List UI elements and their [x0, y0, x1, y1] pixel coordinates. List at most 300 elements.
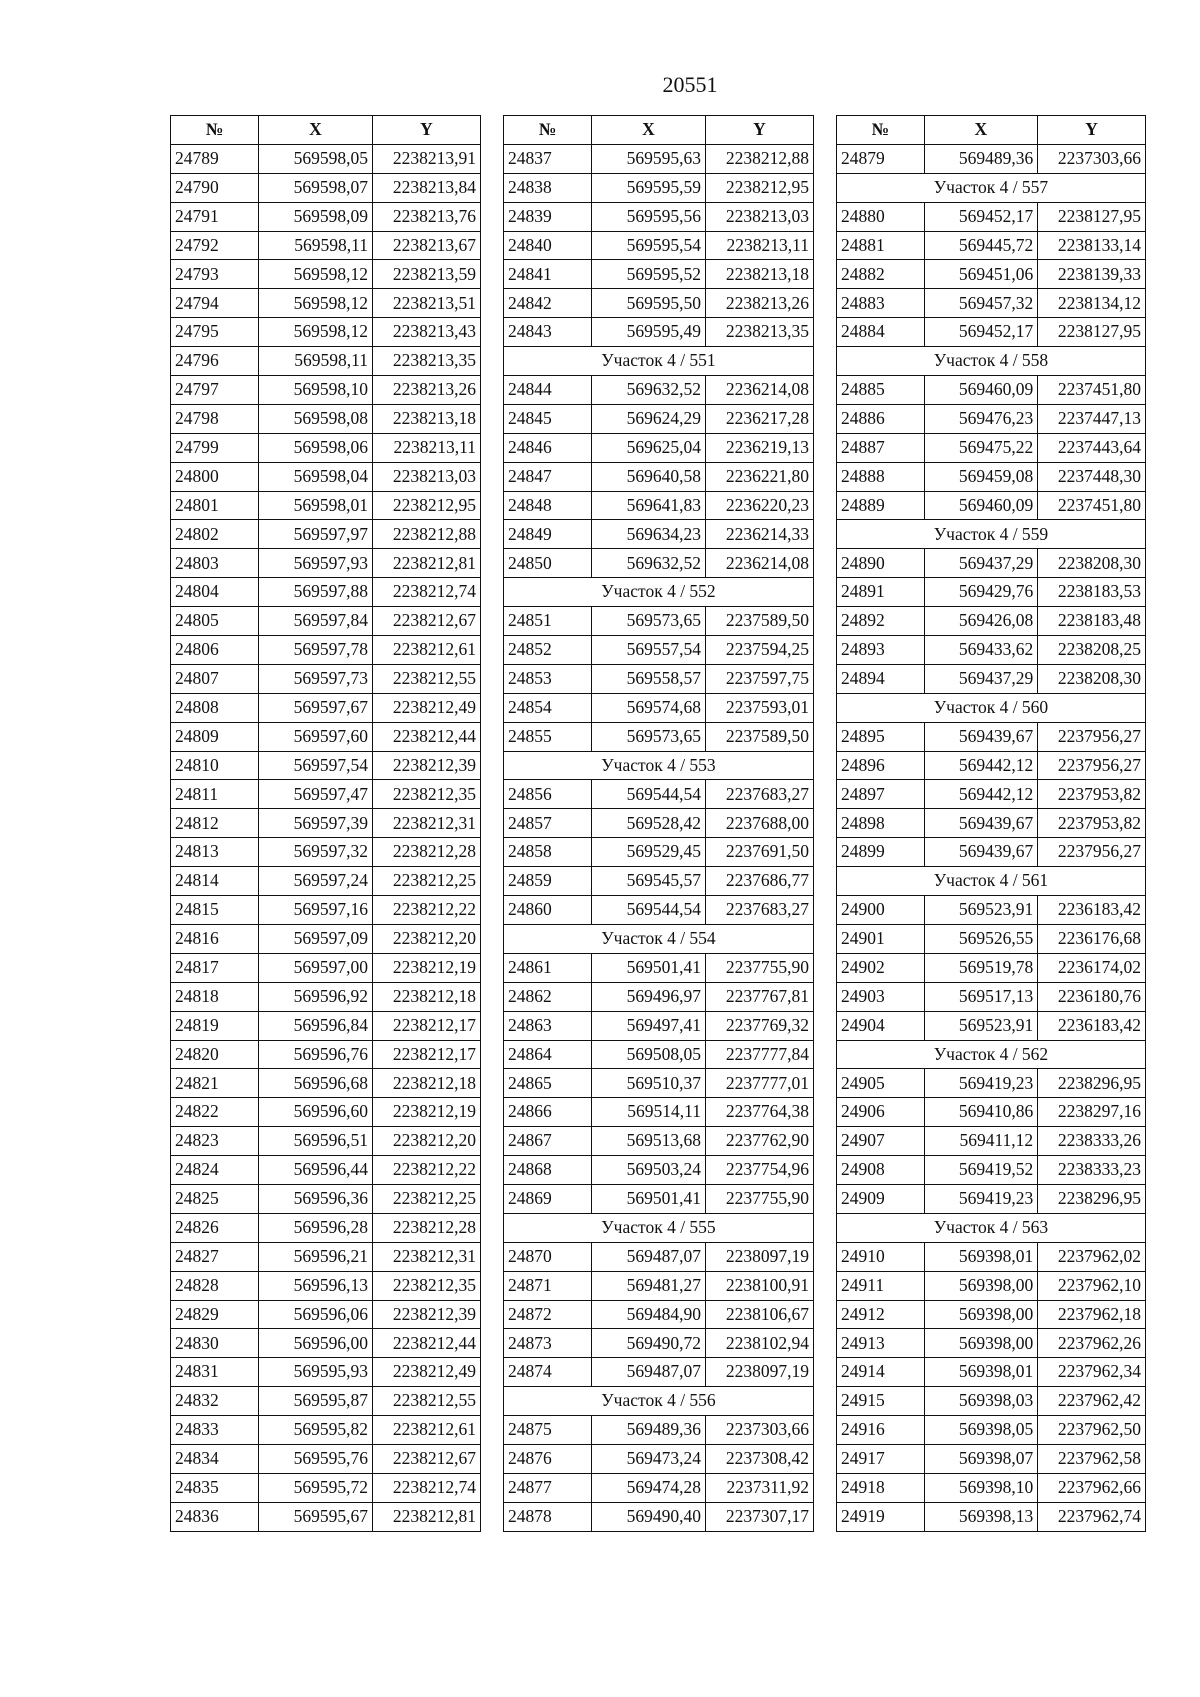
point-number: 24909 [837, 1184, 925, 1213]
x-coordinate: 569545,57 [592, 867, 706, 896]
x-coordinate: 569597,84 [259, 607, 373, 636]
point-number: 24857 [504, 809, 592, 838]
y-coordinate: 2238212,67 [373, 1444, 481, 1473]
y-coordinate: 2238212,88 [706, 144, 814, 173]
table-row [837, 1473, 1146, 1502]
table-row [504, 1473, 814, 1502]
point-number: 24820 [171, 1040, 259, 1069]
x-coordinate: 569598,04 [259, 462, 373, 491]
x-coordinate: 569598,12 [259, 289, 373, 318]
y-coordinate: 2237307,17 [706, 1502, 814, 1531]
y-coordinate: 2238213,26 [706, 289, 814, 318]
table-row [171, 1387, 481, 1416]
point-number: 24795 [171, 318, 259, 347]
point-number: 24862 [504, 982, 592, 1011]
table-row [171, 664, 481, 693]
point-number: 24881 [837, 231, 925, 260]
table-row [171, 896, 481, 925]
table-row [171, 491, 481, 520]
y-coordinate: 2238212,28 [373, 838, 481, 867]
table-row [504, 1416, 814, 1445]
table-row [837, 1156, 1146, 1185]
table-row [837, 1127, 1146, 1156]
table-row [171, 982, 481, 1011]
y-coordinate: 2237962,18 [1038, 1300, 1146, 1329]
y-coordinate: 2237962,02 [1038, 1242, 1146, 1271]
table-row [837, 664, 1146, 693]
point-number: 24860 [504, 896, 592, 925]
x-coordinate: 569596,36 [259, 1184, 373, 1213]
x-coordinate: 569624,29 [592, 404, 706, 433]
point-number: 24908 [837, 1156, 925, 1185]
y-coordinate: 2237683,27 [706, 780, 814, 809]
point-number: 24807 [171, 664, 259, 693]
point-number: 24809 [171, 722, 259, 751]
y-coordinate: 2238212,25 [373, 867, 481, 896]
y-coordinate: 2238212,20 [373, 924, 481, 953]
table-row [171, 838, 481, 867]
point-number: 24799 [171, 433, 259, 462]
y-coordinate: 2237308,42 [706, 1444, 814, 1473]
table-row [837, 318, 1146, 347]
section-title: Участок 4 / 563 [837, 1213, 1146, 1242]
table-row [171, 1213, 481, 1242]
x-coordinate: 569544,54 [592, 780, 706, 809]
point-number: 24848 [504, 491, 592, 520]
x-coordinate: 569398,13 [924, 1502, 1038, 1531]
table-row [171, 607, 481, 636]
y-coordinate: 2238212,28 [373, 1213, 481, 1242]
section-title: Участок 4 / 555 [504, 1213, 814, 1242]
point-number: 24853 [504, 664, 592, 693]
y-coordinate: 2238212,67 [373, 607, 481, 636]
y-coordinate: 2238106,67 [706, 1300, 814, 1329]
point-number: 24828 [171, 1271, 259, 1300]
point-number: 24840 [504, 231, 592, 260]
table-row [504, 289, 814, 318]
table-row [171, 404, 481, 433]
x-coordinate: 569595,59 [592, 173, 706, 202]
point-number: 24916 [837, 1416, 925, 1445]
table-row [504, 809, 814, 838]
point-number: 24913 [837, 1329, 925, 1358]
x-coordinate: 569598,07 [259, 173, 373, 202]
y-coordinate: 2236217,28 [706, 404, 814, 433]
section-title: Участок 4 / 562 [837, 1040, 1146, 1069]
section-title: Участок 4 / 558 [837, 347, 1146, 376]
x-coordinate: 569595,49 [592, 318, 706, 347]
x-coordinate: 569452,17 [924, 318, 1038, 347]
point-number: 24884 [837, 318, 925, 347]
y-coordinate: 2238212,39 [373, 751, 481, 780]
point-number: 24889 [837, 491, 925, 520]
x-coordinate: 569517,13 [924, 982, 1038, 1011]
y-coordinate: 2237762,90 [706, 1127, 814, 1156]
x-coordinate: 569573,65 [592, 722, 706, 751]
x-coordinate: 569433,62 [924, 636, 1038, 665]
point-number: 24899 [837, 838, 925, 867]
section-row [837, 1040, 1146, 1069]
x-coordinate: 569514,11 [592, 1098, 706, 1127]
x-coordinate: 569442,12 [924, 751, 1038, 780]
x-coordinate: 569596,92 [259, 982, 373, 1011]
x-coordinate: 569489,36 [924, 144, 1038, 173]
x-coordinate: 569595,63 [592, 144, 706, 173]
table-row [504, 549, 814, 578]
table-row [837, 924, 1146, 953]
y-coordinate: 2238297,16 [1038, 1098, 1146, 1127]
table-row [171, 173, 481, 202]
x-coordinate: 569597,97 [259, 520, 373, 549]
x-coordinate: 569598,06 [259, 433, 373, 462]
table-row [171, 1416, 481, 1445]
x-coordinate: 569475,22 [924, 433, 1038, 462]
point-number: 24808 [171, 693, 259, 722]
y-coordinate: 2237754,96 [706, 1156, 814, 1185]
table-row [837, 1502, 1146, 1531]
x-coordinate: 569596,51 [259, 1127, 373, 1156]
point-number: 24870 [504, 1242, 592, 1271]
point-number: 24832 [171, 1387, 259, 1416]
y-coordinate: 2237962,66 [1038, 1473, 1146, 1502]
point-number: 24802 [171, 520, 259, 549]
x-coordinate: 569595,82 [259, 1416, 373, 1445]
y-coordinate: 2238213,84 [373, 173, 481, 202]
table-row [837, 578, 1146, 607]
table-row [837, 1271, 1146, 1300]
y-coordinate: 2237451,80 [1038, 491, 1146, 520]
y-coordinate: 2238213,67 [373, 231, 481, 260]
table-row [171, 722, 481, 751]
y-coordinate: 2238213,76 [373, 202, 481, 231]
x-coordinate: 569437,29 [924, 664, 1038, 693]
table-row [837, 202, 1146, 231]
point-number: 24856 [504, 780, 592, 809]
table-row [504, 1300, 814, 1329]
point-number: 24810 [171, 751, 259, 780]
y-coordinate: 2238212,61 [373, 1416, 481, 1445]
point-number: 24791 [171, 202, 259, 231]
y-coordinate: 2237589,50 [706, 607, 814, 636]
section-row [837, 347, 1146, 376]
x-coordinate: 569398,03 [924, 1387, 1038, 1416]
x-coordinate: 569526,55 [924, 924, 1038, 953]
table-row [504, 260, 814, 289]
x-coordinate: 569508,05 [592, 1040, 706, 1069]
y-coordinate: 2237962,10 [1038, 1271, 1146, 1300]
table-row [837, 982, 1146, 1011]
table-row [504, 780, 814, 809]
table-row [504, 376, 814, 405]
x-coordinate: 569597,88 [259, 578, 373, 607]
x-coordinate: 569596,13 [259, 1271, 373, 1300]
x-coordinate: 569489,36 [592, 1416, 706, 1445]
table-row [837, 1387, 1146, 1416]
table-row [171, 867, 481, 896]
x-coordinate: 569595,76 [259, 1444, 373, 1473]
point-number: 24896 [837, 751, 925, 780]
table-row [171, 780, 481, 809]
y-coordinate: 2237303,66 [1038, 144, 1146, 173]
point-number: 24869 [504, 1184, 592, 1213]
x-coordinate: 569490,40 [592, 1502, 706, 1531]
x-coordinate: 569597,54 [259, 751, 373, 780]
table-row [171, 953, 481, 982]
table-row [171, 1098, 481, 1127]
x-coordinate: 569597,32 [259, 838, 373, 867]
y-coordinate: 2237953,82 [1038, 780, 1146, 809]
y-coordinate: 2238100,91 [706, 1271, 814, 1300]
y-coordinate: 2237962,50 [1038, 1416, 1146, 1445]
point-number: 24910 [837, 1242, 925, 1271]
x-coordinate: 569574,68 [592, 693, 706, 722]
x-coordinate: 569437,29 [924, 549, 1038, 578]
y-coordinate: 2237755,90 [706, 1184, 814, 1213]
x-coordinate: 569410,86 [924, 1098, 1038, 1127]
number-header: № [837, 116, 925, 145]
y-coordinate: 2236220,23 [706, 491, 814, 520]
table-row [504, 722, 814, 751]
y-coordinate: 2238208,30 [1038, 549, 1146, 578]
number-header: № [171, 116, 259, 145]
y-coordinate: 2238208,25 [1038, 636, 1146, 665]
y-coordinate: 2237962,26 [1038, 1329, 1146, 1358]
x-coordinate: 569596,06 [259, 1300, 373, 1329]
y-coordinate: 2238212,49 [373, 1358, 481, 1387]
x-coordinate: 569411,12 [924, 1127, 1038, 1156]
point-number: 24826 [171, 1213, 259, 1242]
x-coordinate: 569597,47 [259, 780, 373, 809]
x-coordinate: 569595,67 [259, 1502, 373, 1531]
point-number: 24813 [171, 838, 259, 867]
y-coordinate: 2237764,38 [706, 1098, 814, 1127]
point-number: 24814 [171, 867, 259, 896]
y-coordinate: 2237755,90 [706, 953, 814, 982]
table-row [837, 1069, 1146, 1098]
x-coordinate: 569497,41 [592, 1011, 706, 1040]
point-number: 24798 [171, 404, 259, 433]
x-coordinate: 569439,67 [924, 722, 1038, 751]
section-row [504, 1213, 814, 1242]
x-header: X [592, 116, 706, 145]
x-coordinate: 569460,09 [924, 376, 1038, 405]
coordinates-table-2 [503, 115, 814, 1532]
page-number: 20551 [662, 72, 718, 97]
x-coordinate: 569419,52 [924, 1156, 1038, 1185]
table-row [171, 578, 481, 607]
table-row [504, 693, 814, 722]
x-coordinate: 569632,52 [592, 376, 706, 405]
section-row [504, 924, 814, 953]
point-number: 24877 [504, 1473, 592, 1502]
point-number: 24871 [504, 1271, 592, 1300]
table-row [171, 924, 481, 953]
table-row [837, 1358, 1146, 1387]
y-coordinate: 2238333,26 [1038, 1127, 1146, 1156]
point-number: 24895 [837, 722, 925, 751]
y-coordinate: 2238212,61 [373, 636, 481, 665]
point-number: 24891 [837, 578, 925, 607]
point-number: 24874 [504, 1358, 592, 1387]
x-coordinate: 569481,27 [592, 1271, 706, 1300]
point-number: 24900 [837, 896, 925, 925]
point-number: 24879 [837, 144, 925, 173]
table-row [837, 751, 1146, 780]
point-number: 24841 [504, 260, 592, 289]
x-coordinate: 569625,04 [592, 433, 706, 462]
table-row [504, 982, 814, 1011]
x-coordinate: 569429,76 [924, 578, 1038, 607]
table-row [837, 636, 1146, 665]
x-coordinate: 569398,00 [924, 1300, 1038, 1329]
point-number: 24804 [171, 578, 259, 607]
point-number: 24855 [504, 722, 592, 751]
x-coordinate: 569513,68 [592, 1127, 706, 1156]
point-number: 24794 [171, 289, 259, 318]
table-row [504, 433, 814, 462]
section-title: Участок 4 / 551 [504, 347, 814, 376]
point-number: 24914 [837, 1358, 925, 1387]
point-number: 24912 [837, 1300, 925, 1329]
y-coordinate: 2238127,95 [1038, 318, 1146, 347]
x-coordinate: 569557,54 [592, 636, 706, 665]
x-coordinate: 569598,01 [259, 491, 373, 520]
table-row [171, 809, 481, 838]
point-number: 24839 [504, 202, 592, 231]
x-coordinate: 569473,24 [592, 1444, 706, 1473]
header-row [504, 116, 814, 145]
point-number: 24816 [171, 924, 259, 953]
point-number: 24806 [171, 636, 259, 665]
point-number: 24819 [171, 1011, 259, 1040]
y-coordinate: 2237688,00 [706, 809, 814, 838]
point-number: 24824 [171, 1156, 259, 1185]
point-number: 24843 [504, 318, 592, 347]
section-title: Участок 4 / 560 [837, 693, 1146, 722]
x-coordinate: 569596,84 [259, 1011, 373, 1040]
point-number: 24863 [504, 1011, 592, 1040]
section-title: Участок 4 / 559 [837, 520, 1146, 549]
section-title: Участок 4 / 554 [504, 924, 814, 953]
table-row [504, 636, 814, 665]
table-row [837, 1098, 1146, 1127]
point-number: 24878 [504, 1502, 592, 1531]
y-coordinate: 2238212,74 [373, 578, 481, 607]
x-coordinate: 569595,93 [259, 1358, 373, 1387]
section-row [837, 520, 1146, 549]
y-coordinate: 2238212,74 [373, 1473, 481, 1502]
table-row [837, 809, 1146, 838]
x-coordinate: 569503,24 [592, 1156, 706, 1185]
y-coordinate: 2238213,35 [373, 347, 481, 376]
table-row [837, 1444, 1146, 1473]
point-number: 24868 [504, 1156, 592, 1185]
table-row [504, 1271, 814, 1300]
table-row [504, 1184, 814, 1213]
point-number: 24823 [171, 1127, 259, 1156]
table-row [504, 1242, 814, 1271]
y-coordinate: 2237962,74 [1038, 1502, 1146, 1531]
y-coordinate: 2237443,64 [1038, 433, 1146, 462]
point-number: 24876 [504, 1444, 592, 1473]
table-row [171, 462, 481, 491]
y-coordinate: 2238212,81 [373, 549, 481, 578]
y-coordinate: 2238127,95 [1038, 202, 1146, 231]
x-coordinate: 569452,17 [924, 202, 1038, 231]
section-row [837, 173, 1146, 202]
point-number: 24893 [837, 636, 925, 665]
section-row [504, 1387, 814, 1416]
table-row [504, 404, 814, 433]
table-row [504, 664, 814, 693]
y-coordinate: 2238213,03 [373, 462, 481, 491]
y-coordinate: 2238212,44 [373, 1329, 481, 1358]
table-row [171, 144, 481, 173]
point-number: 24847 [504, 462, 592, 491]
x-coordinate: 569632,52 [592, 549, 706, 578]
table-row [837, 231, 1146, 260]
table-row [504, 838, 814, 867]
x-coordinate: 569519,78 [924, 953, 1038, 982]
x-coordinate: 569501,41 [592, 1184, 706, 1213]
point-number: 24822 [171, 1098, 259, 1127]
point-number: 24892 [837, 607, 925, 636]
x-header: X [259, 116, 373, 145]
point-number: 24845 [504, 404, 592, 433]
x-coordinate: 569598,08 [259, 404, 373, 433]
y-coordinate: 2237769,32 [706, 1011, 814, 1040]
table-row [837, 838, 1146, 867]
table-row [171, 1156, 481, 1185]
point-number: 24849 [504, 520, 592, 549]
coordinates-table-3 [836, 115, 1146, 1532]
point-number: 24894 [837, 664, 925, 693]
table-row [504, 1444, 814, 1473]
y-coordinate: 2236180,76 [1038, 982, 1146, 1011]
table-row [837, 549, 1146, 578]
table-row [171, 1271, 481, 1300]
y-coordinate: 2238212,55 [373, 1387, 481, 1416]
table-row [171, 1329, 481, 1358]
table-row [504, 607, 814, 636]
y-coordinate: 2237593,01 [706, 693, 814, 722]
table-row [504, 1098, 814, 1127]
y-coordinate: 2238183,53 [1038, 578, 1146, 607]
table-row [504, 1502, 814, 1531]
x-coordinate: 569598,11 [259, 231, 373, 260]
point-number: 24854 [504, 693, 592, 722]
y-coordinate: 2238212,95 [373, 491, 481, 520]
header-row [171, 116, 481, 145]
table-row [504, 896, 814, 925]
table-row [837, 722, 1146, 751]
point-number: 24872 [504, 1300, 592, 1329]
point-number: 24911 [837, 1271, 925, 1300]
x-coordinate: 569442,12 [924, 780, 1038, 809]
table-row [837, 896, 1146, 925]
x-coordinate: 569398,00 [924, 1271, 1038, 1300]
y-coordinate: 2237767,81 [706, 982, 814, 1011]
x-coordinate: 569598,12 [259, 260, 373, 289]
y-coordinate: 2238213,11 [373, 433, 481, 462]
table-row [171, 260, 481, 289]
point-number: 24790 [171, 173, 259, 202]
point-number: 24818 [171, 982, 259, 1011]
y-coordinate: 2238212,22 [373, 1156, 481, 1185]
section-title: Участок 4 / 561 [837, 867, 1146, 896]
x-coordinate: 569598,12 [259, 318, 373, 347]
y-header: Y [706, 116, 814, 145]
